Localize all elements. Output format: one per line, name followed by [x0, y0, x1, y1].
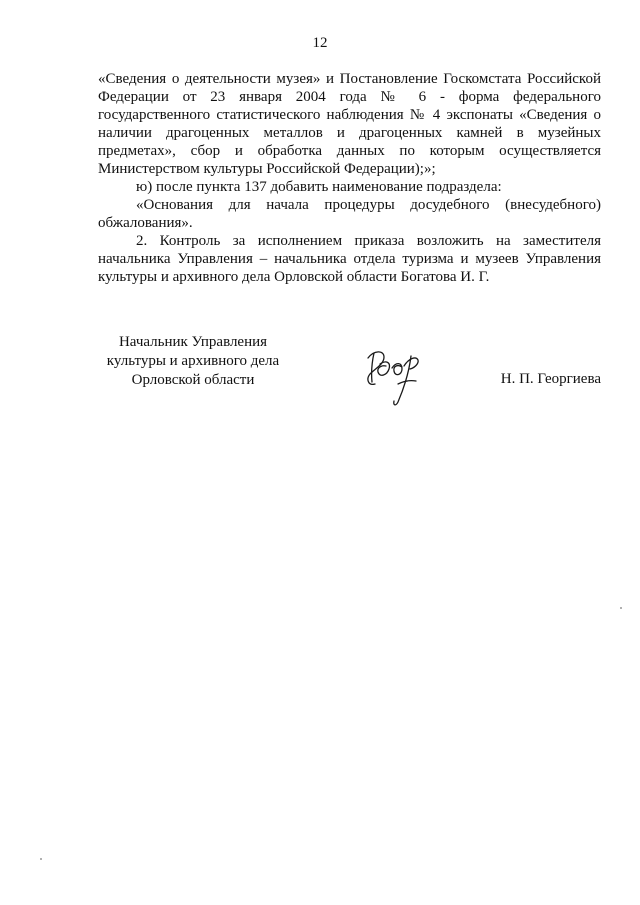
paragraph-subsection-title: «Основания для начала процедуры досудебного (внесудебного) обжалования». — [98, 197, 601, 231]
signer-name: Н. П. Георгиева — [500, 371, 601, 387]
paragraph-item-yu: ю) после пункта 137 добавить наименование подраздела: — [136, 179, 502, 195]
paragraph-continuation: «Сведения о деятельности музея» и Постановление Госкомстата Российской Федерации от 23 января 2004 года № 6 - форма федерального государственного статистического наблюдения № 4 экспонаты «Сведения о наличии драгоценных металлов и драгоценных камней в музейных предметах», сбор и обработка данных по которым осуществляется Министерством культуры Российской Федерации);»; — [98, 71, 601, 177]
scan-speck — [40, 858, 42, 860]
signatory-title-line-2: культуры и архивного дела — [106, 353, 280, 369]
document-body — [98, 70, 601, 286]
paragraph-control-clause: 2. Контроль за исполнением приказа возложить на заместителя начальника Управления – начальника отдела туризма и музеев Управления культуры и архивного дела Орловской области Богатова И. Г. — [98, 233, 601, 285]
page-number: 12 — [312, 35, 328, 51]
scan-speck — [620, 607, 622, 609]
signatory-title-line-3: Орловской области — [131, 372, 255, 388]
signatory-title-line-1: Начальник Управления — [118, 334, 268, 350]
handwritten-signature — [360, 344, 430, 410]
signatory-title — [88, 333, 298, 390]
